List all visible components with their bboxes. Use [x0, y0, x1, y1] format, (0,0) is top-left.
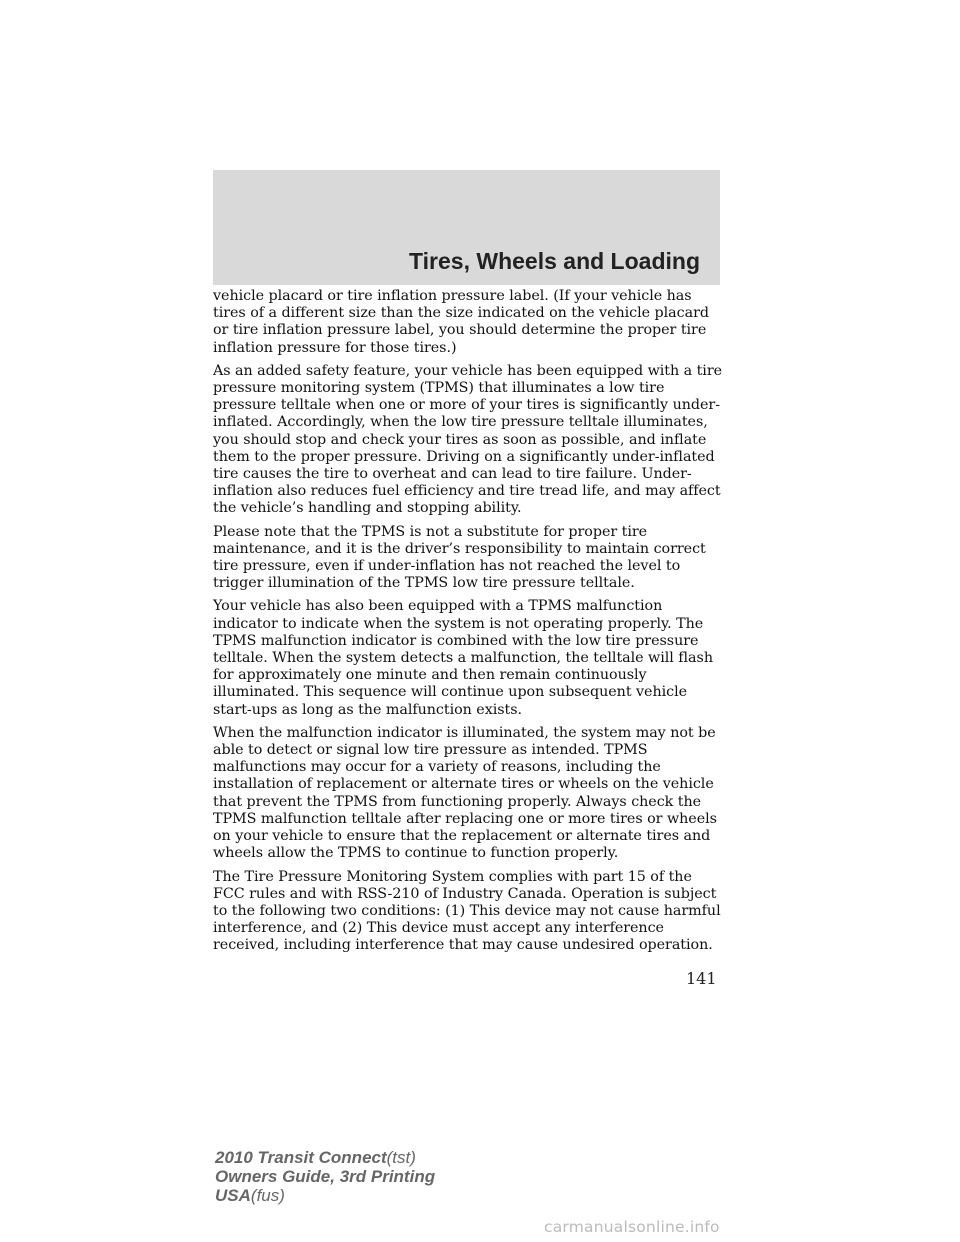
document-footer	[215, 1148, 435, 1205]
section-title: Tires, Wheels and Loading	[409, 248, 700, 274]
footer-line-3	[215, 1186, 435, 1205]
footer-market-code: (fus)	[250, 1186, 285, 1205]
page-number: 141	[686, 969, 717, 988]
paragraph-tpms-note: Please note that the TPMS is not a substitute for proper tire maintenance, and it is the driver’s responsibility to maintain correct tire pressure, even if under-inflation has not reached the level to trigger illumination of the TPMS low tire pressure telltale.	[213, 523, 706, 592]
paragraph-placard: vehicle placard or tire inflation pressure label. (If your vehicle has tires of a different size than the size indicated on the vehicle placard or tire inflation pressure label, you should determine the proper tire inflation pressure for those tires.)	[213, 288, 709, 356]
footer-line-2	[215, 1167, 435, 1186]
footer-market: USA	[215, 1186, 251, 1205]
paragraph-malfunction-indicator: Your vehicle has also been equipped with a TPMS malfunction indicator to indicate when the system is not operating properly. The TPMS malfunction indicator is combined with the low tire pressure telltale. When the system detects a malfunction, the telltale will flash for approximately one minute and then remain continuously illuminated. This sequence will continue upon subsequent vehicle start-ups as long as the malfunction exists.	[213, 598, 713, 718]
paragraph-tpms-safety: As an added safety feature, your vehicle has been equipped with a tire pressure monitoring system (TPMS) that illuminates a low tire pressure telltale when one or more of your tires is significantly under-inflated. Accordingly, when the low tire pressure telltale illuminates, you should stop and check your tires as soon as possible, and inflate them to the proper pressure. Driving on a significantly under-inflated tire causes the tire to overheat and can lead to tire failure. Under-inflation also reduces fuel efficiency and tire tread life, and may affect the vehicle’s handling and stopping ability.	[213, 362, 723, 517]
paragraph-fcc-compliance: The Tire Pressure Monitoring System complies with part 15 of the FCC rules and with RSS-210 of Industry Canada. Operation is subject to the following two conditions: (1) This device may not cause harmful interference, and (2) This device must accept any interference received, including interference that may cause undesired operation.	[213, 868, 721, 954]
body-text	[213, 288, 723, 961]
footer-line-1	[215, 1148, 435, 1167]
paragraph-malfunction-causes: When the malfunction indicator is illuminated, the system may not be able to detect or signal low tire pressure as intended. TPMS malfunctions may occur for a variety of reasons, including the installation of replacement or alternate tires or wheels on the vehicle that prevent the TPMS from functioning properly. Always check the TPMS malfunction telltale after replacing one or more tires or wheels on your vehicle to ensure that the replacement or alternate tires and wheels allow the TPMS to continue to function properly.	[213, 724, 717, 862]
footer-guide-edition: Owners Guide, 3rd Printing	[215, 1167, 436, 1186]
footer-model: 2010 Transit Connect	[215, 1148, 387, 1167]
watermark-link[interactable]: carmanualsonline.info	[544, 1218, 720, 1236]
section-header-band	[213, 170, 720, 285]
footer-model-code: (tst)	[386, 1148, 416, 1167]
